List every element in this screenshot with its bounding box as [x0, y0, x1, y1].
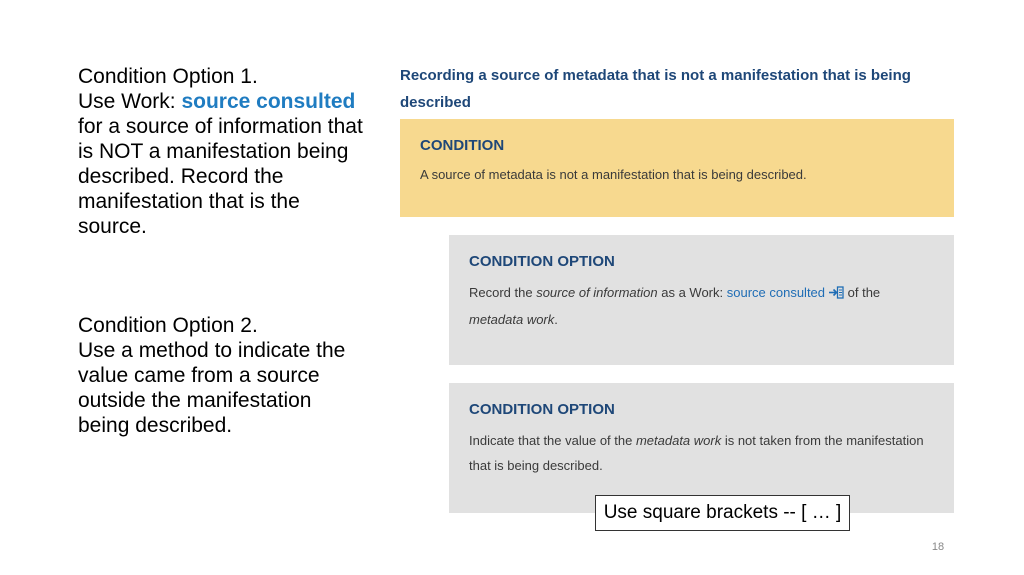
option-1-text-a: Record the — [469, 285, 537, 300]
option-2-body: Use a method to indicate the value came from a source outside the manifestation being described. — [78, 339, 346, 437]
condition-box — [400, 119, 954, 217]
option-2-title: Condition Option 2. — [78, 314, 258, 337]
condition-title: CONDITION — [420, 137, 505, 154]
condition-option-2-title: CONDITION OPTION — [469, 401, 615, 418]
option-1-text-c: of the — [844, 285, 881, 300]
condition-option-1-body — [469, 280, 934, 332]
metadata-work-term-2: metadata work — [635, 433, 722, 448]
square-brackets-callout: Use square brackets -- [ … ] — [595, 495, 850, 531]
option-1-suffix: for a source of information that is NOT a manifestation being described. Record the manifestation that is the source. — [78, 115, 363, 238]
condition-option-box-1 — [449, 235, 954, 365]
condition-option-1-text — [78, 64, 368, 239]
option-1-text-b: as a Work: — [657, 285, 727, 300]
option-2-text-a: Indicate that the value of the — [469, 433, 636, 448]
metadata-work-term: metadata work — [469, 312, 555, 327]
source-consulted-link[interactable]: source consulted — [726, 285, 826, 300]
option-1-prefix: Use Work: — [78, 90, 182, 113]
condition-body: A source of metadata is not a manifestation that is being described. — [420, 167, 807, 182]
option-1-title: Condition Option 1. — [78, 65, 258, 88]
source-consulted-term: source consulted — [181, 90, 356, 113]
source-of-information-term: source of information — [536, 285, 658, 300]
condition-option-2-body — [469, 428, 934, 478]
page-number: 18 — [931, 541, 945, 553]
condition-option-1-title: CONDITION OPTION — [469, 253, 615, 270]
external-link-icon[interactable] — [828, 282, 844, 307]
section-heading: Recording a source of metadata that is not a manifestation that is being described — [400, 67, 911, 111]
condition-option-2-text — [78, 313, 368, 438]
option-1-text-d: . — [554, 312, 558, 327]
option-2-text-b: is not taken from the manifestation that is being described. — [469, 433, 924, 473]
condition-option-box-2 — [449, 383, 954, 513]
